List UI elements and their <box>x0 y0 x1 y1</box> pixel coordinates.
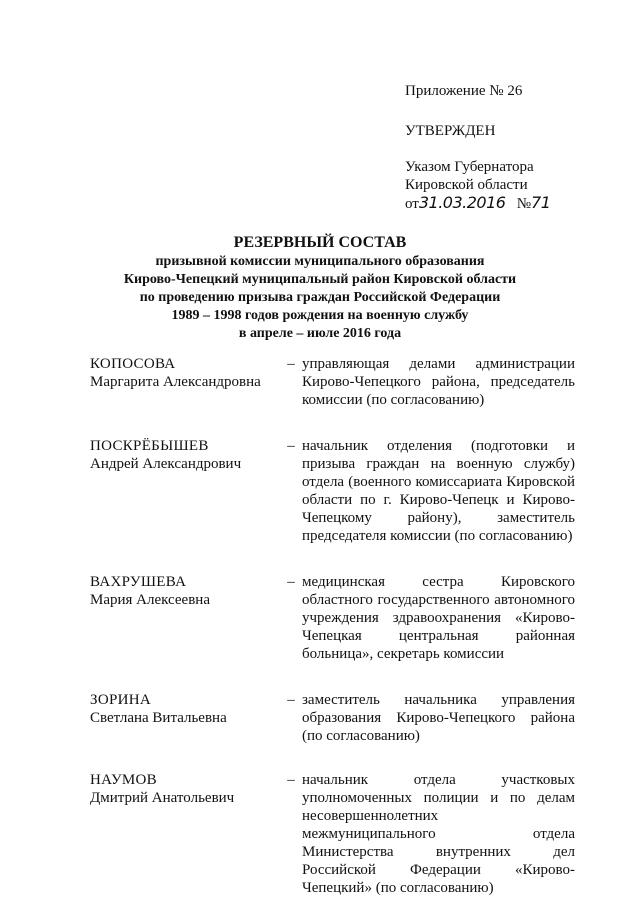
decree-line-2: Кировской области <box>405 177 528 193</box>
member-entry <box>90 437 575 545</box>
member-name: Светлана Витальевна <box>90 710 227 726</box>
member-surname: ЗОРИНА <box>90 692 151 708</box>
member-surname: КОПОСОВА <box>90 356 176 372</box>
member-entry <box>90 691 575 745</box>
members-list <box>90 355 575 897</box>
member-name: Андрей Александрович <box>90 456 242 472</box>
dash: – <box>287 574 295 590</box>
dash: – <box>287 438 295 454</box>
member-role: медицинская сестра Кировского областного государственного автономного учреждения здравоохранения «Кирово-Чепецкая центральная районная больница», секретарь комиссии <box>302 574 575 662</box>
member-surname: ВАХРУШЕВА <box>90 574 187 590</box>
document-heading <box>0 233 640 343</box>
heading-line-4: 1989 – 1998 годов рождения на военную службу <box>171 308 469 323</box>
member-entry <box>90 771 575 897</box>
member-name: Мария Алексеевна <box>90 592 210 608</box>
appendix-number: Приложение № 26 <box>405 83 523 99</box>
dash: – <box>287 692 295 708</box>
dash: – <box>287 356 295 372</box>
member-role: начальник отделения (подготовки и призыва граждан на военную службу) отдела (военного комиссариата Кировской области по г. Кирово-Чепецк и Кирово-Чепецкому району), заместитель председателя комиссии (по согласованию) <box>302 438 575 544</box>
member-role: управляющая делами администрации Кирово-Чепецкого района, председатель комиссии (по согласованию) <box>302 356 575 408</box>
handwritten-number: 71 <box>531 193 551 212</box>
date-prefix: от <box>405 196 419 212</box>
handwritten-date: 31.03.2016 <box>418 193 506 212</box>
member-name: Маргарита Александровна <box>90 374 261 390</box>
approved-label: УТВЕРЖДЕН <box>405 123 496 139</box>
heading-line-5: в апреле – июле 2016 года <box>238 326 402 341</box>
heading-line-2: Кирово-Чепецкий муниципальный район Кировской области <box>123 272 517 287</box>
dash: – <box>287 772 295 788</box>
member-entry <box>90 355 575 409</box>
member-surname: НАУМОВ <box>90 772 157 788</box>
member-person <box>90 573 280 663</box>
decree-date-line <box>405 194 625 212</box>
heading-line-3: по проведению призыва граждан Российской Федерации <box>139 290 501 305</box>
approval-block <box>405 82 625 212</box>
decree-line-1: Указом Губернатора <box>405 159 534 175</box>
member-person <box>90 771 280 897</box>
member-person <box>90 691 280 745</box>
member-person <box>90 355 280 409</box>
member-person <box>90 437 280 545</box>
number-prefix: № <box>516 196 532 212</box>
member-surname: ПОСКРЁБЫШЕВ <box>90 438 209 454</box>
member-role: начальник отдела участковых уполномоченных полиции и по делам несовершеннолетних межмуниципального отдела Министерства внутренних дел Российской Федерации «Кирово-Чепецкий» (по согласованию) <box>302 772 575 896</box>
heading-line-1: призывной комиссии муниципального образования <box>155 254 485 269</box>
member-role: заместитель начальника управления образования Кирово-Чепецкого района (по согласованию) <box>302 692 575 744</box>
heading-title: РЕЗЕРВНЫЙ СОСТАВ <box>233 234 407 251</box>
member-entry <box>90 573 575 663</box>
member-name: Дмитрий Анатольевич <box>90 790 235 806</box>
